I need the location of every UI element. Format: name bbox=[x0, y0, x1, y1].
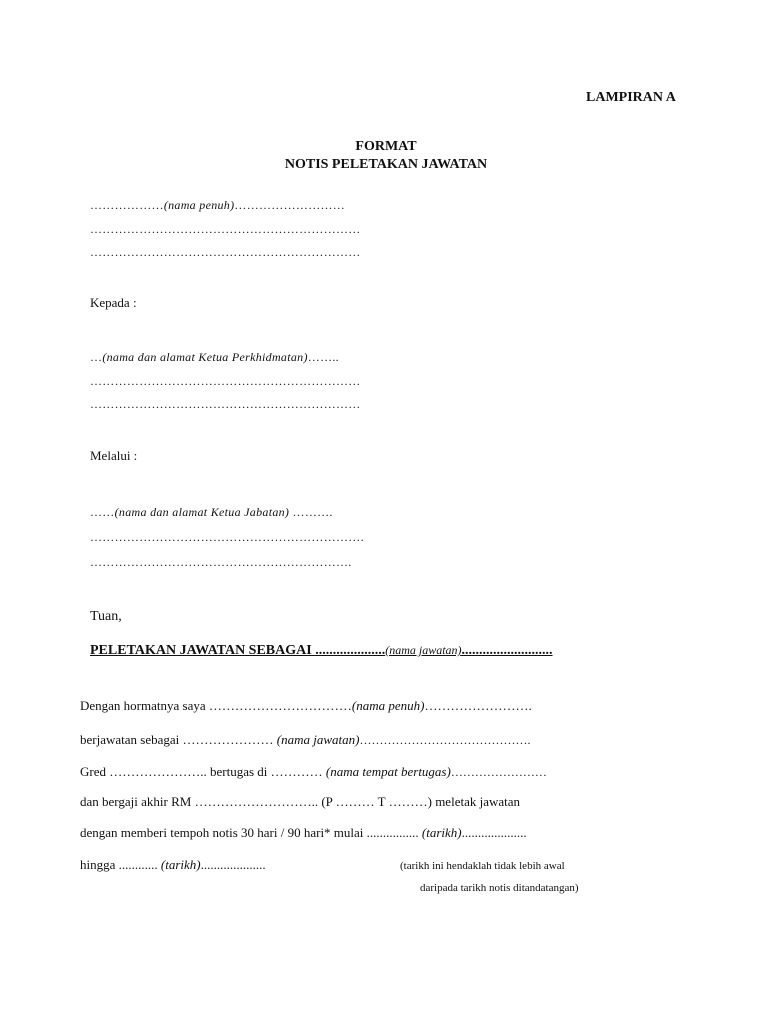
recipient-address-line-1: ………………………………………………………… bbox=[90, 374, 361, 388]
via-label: Melalui : bbox=[90, 448, 138, 463]
subject-hint: (nama jawatan) bbox=[385, 643, 462, 657]
recipient-address-line-2: ………………………………………………………… bbox=[90, 397, 361, 411]
recipient-name-line: …(nama dan alamat Ketua Perkhidmatan)…….. bbox=[90, 350, 339, 364]
via-name-line: ……(nama dan alamat Ketua Jabatan) ………. bbox=[90, 505, 333, 519]
body-line-5: dengan memberi tempoh notis 30 hari / 90 hari* mulai ................ (tarikh).................... bbox=[80, 825, 527, 840]
body-line-4: dan bergaji akhir RM ……………………….. (P ……… T ………) meletak jawatan bbox=[80, 794, 521, 809]
via-address-line-1: …………………………………………………………. bbox=[90, 530, 364, 544]
body-line-1: Dengan hormatnya saya ……………………………(nama penuh)……………………. bbox=[80, 698, 532, 713]
body-line-2: berjawatan sebagai ………………… (nama jawatan)……………………………………. bbox=[80, 732, 531, 747]
body-line-3: Gred ………………….. bertugas di ………… (nama tempat bertugas)…………………… bbox=[80, 764, 547, 779]
sender-address-line-1: ………………………………………………………… bbox=[90, 222, 361, 236]
via-address-line-2: ………………………………………………………. bbox=[90, 555, 352, 569]
subject-heading: PELETAKAN JAWATAN SEBAGAI ....................(nama jawatan).......................... bbox=[90, 643, 553, 658]
sender-name-hint: (nama penuh) bbox=[163, 198, 235, 212]
document-subtitle: NOTIS PELETAKAN JAWATAN bbox=[284, 157, 488, 172]
recipient-hint: (nama dan alamat Ketua Perkhidmatan) bbox=[102, 350, 308, 364]
via-hint: (nama dan alamat Ketua Jabatan) bbox=[114, 505, 290, 519]
sender-address-line-2: ………………………………………………………… bbox=[90, 245, 361, 259]
date-note-line-1: (tarikh ini hendaklah tidak lebih awal bbox=[400, 860, 565, 872]
body-line-6: hingga ............ (tarikh).................... bbox=[80, 857, 266, 872]
annex-label: LAMPIRAN A bbox=[586, 90, 676, 105]
salutation: Tuan, bbox=[90, 609, 122, 624]
date-note-line-2: daripada tarikh notis ditandatangan) bbox=[420, 882, 579, 894]
sender-name-line: ………………(nama penuh)……………………… bbox=[90, 198, 346, 212]
document-title: FORMAT bbox=[355, 139, 417, 154]
recipient-label: Kepada : bbox=[90, 295, 137, 310]
